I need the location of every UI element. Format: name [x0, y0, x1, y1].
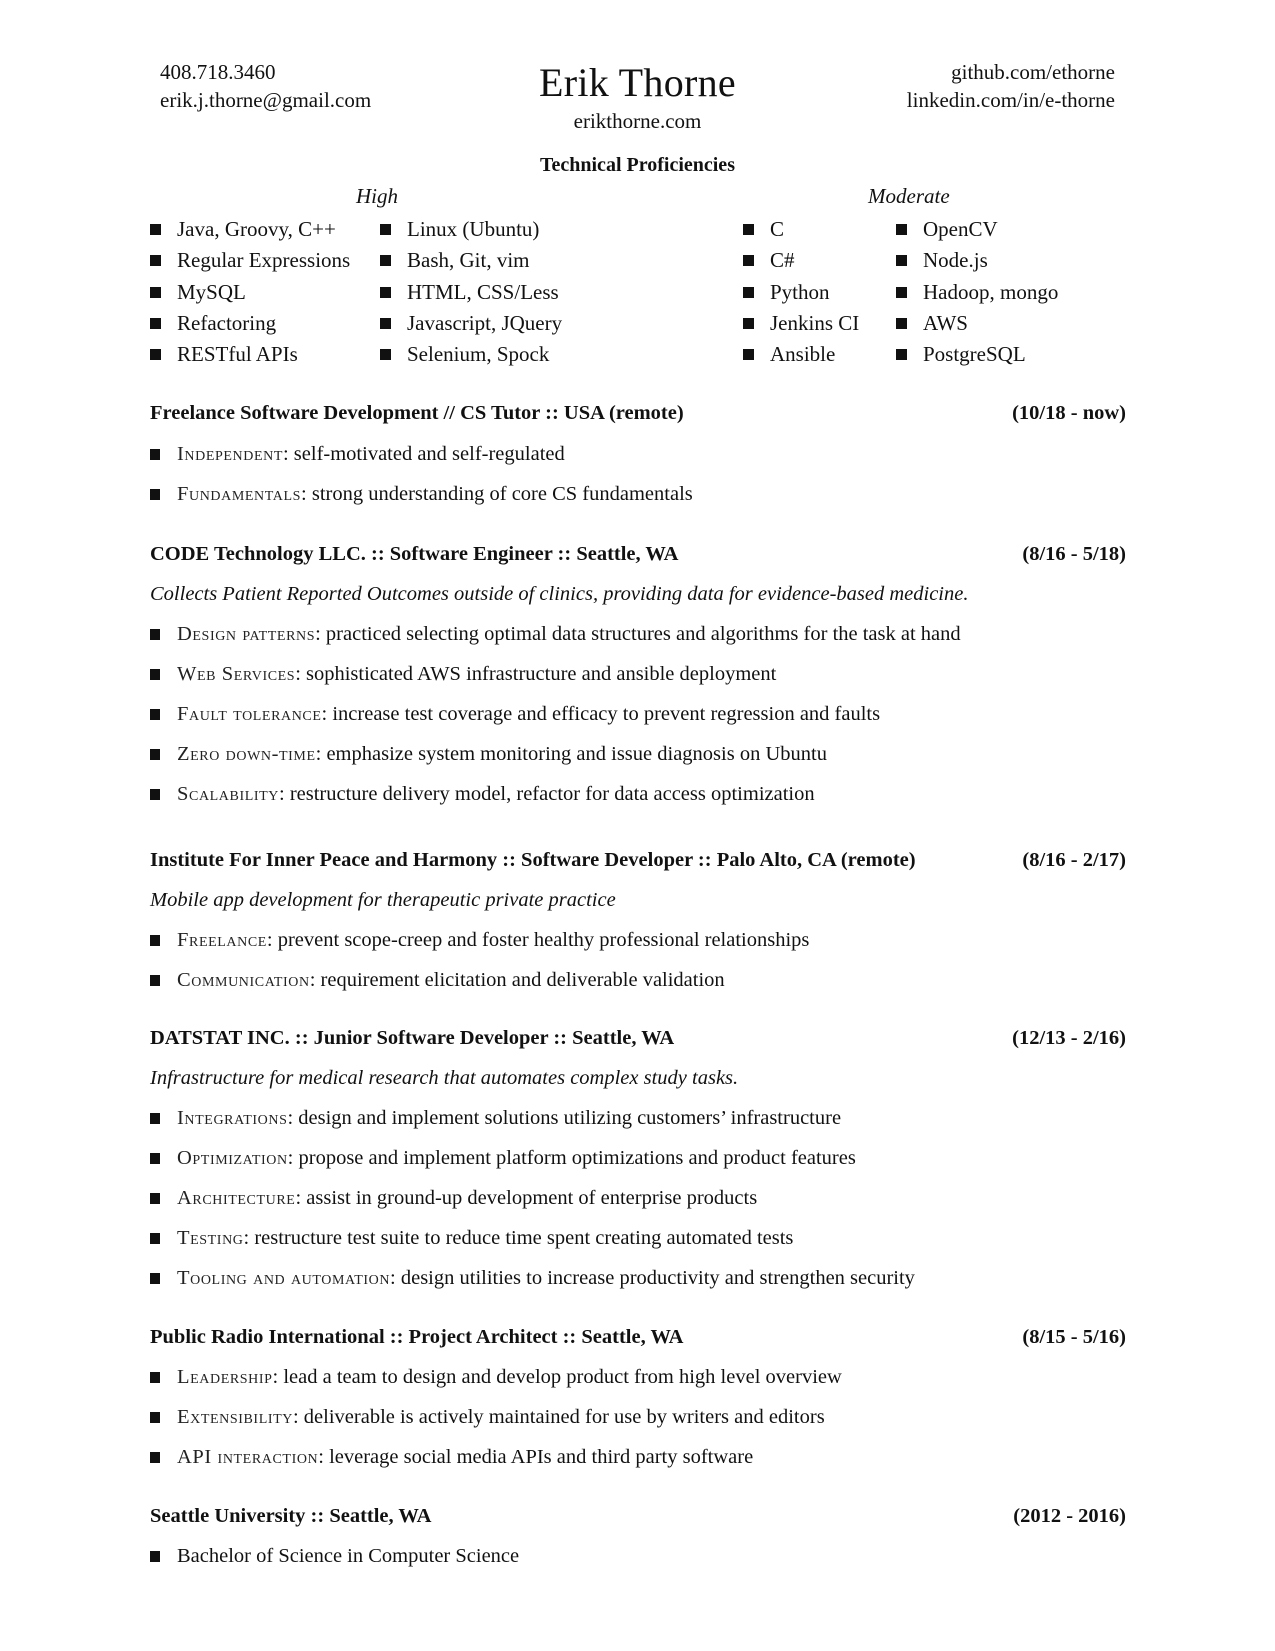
- job-bullet: [150, 1184, 1126, 1212]
- bullet-square-icon: [896, 318, 907, 329]
- skill-item: HTML, CSS/Less: [380, 277, 562, 308]
- experience-freelance: [150, 399, 1126, 508]
- bullet-square-icon: [380, 287, 391, 298]
- job-description: Infrastructure for medical research that automates complex study tasks.: [150, 1067, 739, 1089]
- bullet-keyword: Web Services: [177, 663, 296, 685]
- high-level-label: High: [356, 184, 398, 208]
- bullet-square-icon: [150, 975, 160, 986]
- bullet-keyword: API interaction: [177, 1446, 319, 1468]
- bullet-keyword: Architecture: [177, 1187, 296, 1209]
- contact-right: [907, 58, 1115, 114]
- bullet-square-icon: [896, 349, 907, 360]
- skill-item: C: [743, 214, 859, 245]
- job-header: [150, 1323, 1126, 1351]
- education-dates: (2012 - 2016): [1013, 1505, 1126, 1527]
- bullet-keyword: Fundamentals: [177, 483, 302, 505]
- moderate-level-label: Moderate: [868, 184, 950, 208]
- moderate-skills-col1: [743, 214, 859, 370]
- job-bullet: [150, 926, 1126, 954]
- bullet-keyword: Freelance: [177, 929, 267, 951]
- job-bullet: [150, 1403, 1126, 1431]
- job-dates: (8/16 - 5/18): [1022, 543, 1126, 565]
- job-header: [150, 540, 1126, 568]
- bullet-keyword: Design patterns: [177, 623, 316, 645]
- bullet-keyword: Scalability: [177, 783, 279, 805]
- candidate-name: Erik Thorne: [539, 60, 736, 105]
- education-section: [150, 1502, 1126, 1570]
- job-bullet: [150, 660, 1126, 688]
- job-bullet: [150, 1264, 1126, 1292]
- job-dates: (12/13 - 2/16): [1012, 1027, 1126, 1049]
- bullet-square-icon: [743, 349, 754, 360]
- bullet-text: : restructure test suite to reduce time spent creating automated tests: [243, 1227, 794, 1249]
- skill-item: Ansible: [743, 339, 859, 370]
- bullet-square-icon: [150, 1452, 160, 1463]
- job-bullet: [150, 740, 1126, 768]
- bullet-square-icon: [150, 287, 161, 298]
- job-title: Freelance Software Development // CS Tutor :: USA (remote): [150, 402, 684, 424]
- linkedin-link: linkedin.com/in/e-thorne: [906, 88, 1115, 112]
- degree-text: Bachelor of Science in Computer Science: [177, 1545, 520, 1567]
- experience-institute: [150, 846, 1126, 994]
- bullet-square-icon: [150, 629, 160, 640]
- bullet-keyword: Optimization: [177, 1147, 288, 1169]
- job-bullet: [150, 480, 1126, 508]
- bullet-keyword: Fault tolerance: [177, 703, 322, 725]
- skill-item: Bash, Git, vim: [380, 245, 562, 276]
- skill-item: PostgreSQL: [896, 339, 1058, 370]
- job-title: Public Radio International :: Project Architect :: Seattle, WA: [150, 1326, 684, 1348]
- bullet-square-icon: [896, 287, 907, 298]
- bullet-square-icon: [150, 224, 161, 235]
- school-name: Seattle University :: Seattle, WA: [150, 1505, 432, 1527]
- education-header: [150, 1502, 1126, 1530]
- bullet-square-icon: [896, 255, 907, 266]
- degree-bullet: [150, 1542, 1126, 1570]
- job-bullet: [150, 1363, 1126, 1391]
- skill-item: Refactoring: [150, 308, 350, 339]
- github-link: github.com/ethorne: [951, 60, 1115, 84]
- bullet-keyword: Independent: [177, 443, 283, 465]
- skill-item: Regular Expressions: [150, 245, 350, 276]
- bullet-text: : propose and implement platform optimizations and product features: [287, 1147, 856, 1169]
- skill-item: Node.js: [896, 245, 1058, 276]
- bullet-square-icon: [150, 935, 160, 946]
- bullet-text: : deliverable is actively maintained for use by writers and editors: [292, 1406, 825, 1428]
- bullet-square-icon: [150, 449, 160, 460]
- bullet-keyword: Zero down-time: [177, 743, 316, 765]
- job-header: [150, 1024, 1126, 1052]
- bullet-text: : lead a team to design and develop product from high level overview: [272, 1366, 842, 1388]
- bullet-square-icon: [150, 255, 161, 266]
- bullet-square-icon: [743, 287, 754, 298]
- experience-public-radio: [150, 1323, 1126, 1471]
- bullet-keyword: Tooling and automation: [177, 1267, 391, 1289]
- job-description: Collects Patient Reported Outcomes outside of clinics, providing data for evidence-based medicine.: [150, 583, 969, 605]
- skill-item: Linux (Ubuntu): [380, 214, 562, 245]
- bullet-text: : practiced selecting optimal data structures and algorithms for the task at hand: [315, 623, 961, 645]
- job-dates: (8/15 - 5/16): [1022, 1326, 1126, 1348]
- experience-datstat: [150, 1024, 1126, 1292]
- bullet-square-icon: [150, 789, 160, 800]
- bullet-text: : prevent scope-creep and foster healthy professional relationships: [266, 929, 810, 951]
- bullet-text: : leverage social media APIs and third party software: [318, 1446, 754, 1468]
- bullet-keyword: Leadership: [177, 1366, 273, 1388]
- bullet-keyword: Extensibility: [177, 1406, 293, 1428]
- bullet-square-icon: [150, 749, 160, 760]
- bullet-square-icon: [743, 255, 754, 266]
- bullet-text: : emphasize system monitoring and issue diagnosis on Ubuntu: [315, 743, 827, 765]
- bullet-square-icon: [150, 1551, 160, 1562]
- skill-item: Hadoop, mongo: [896, 277, 1058, 308]
- bullet-square-icon: [380, 224, 391, 235]
- bullet-text: : design utilities to increase productivity and strengthen security: [390, 1267, 915, 1289]
- job-bullet: [150, 1144, 1126, 1172]
- bullet-square-icon: [150, 318, 161, 329]
- job-dates: (10/18 - now): [1012, 402, 1126, 424]
- experience-code-technology: [150, 540, 1126, 808]
- bullet-square-icon: [150, 1273, 160, 1284]
- job-bullet: [150, 620, 1126, 648]
- job-bullet: [150, 1104, 1126, 1132]
- job-header: [150, 399, 1126, 427]
- bullet-text: : assist in ground-up development of enterprise products: [295, 1187, 758, 1209]
- personal-website: erikthorne.com: [573, 109, 702, 133]
- bullet-square-icon: [150, 1233, 160, 1244]
- job-bullet: [150, 700, 1126, 728]
- bullet-square-icon: [150, 709, 160, 720]
- bullet-square-icon: [380, 255, 391, 266]
- bullet-square-icon: [150, 1153, 160, 1164]
- job-description: Mobile app development for therapeutic private practice: [150, 889, 616, 911]
- moderate-skills-col2: [896, 214, 1058, 370]
- bullet-square-icon: [150, 1113, 160, 1124]
- bullet-square-icon: [743, 224, 754, 235]
- bullet-square-icon: [150, 489, 160, 500]
- bullet-square-icon: [380, 349, 391, 360]
- job-bullet: [150, 966, 1126, 994]
- bullet-text: : design and implement solutions utilizing customers’ infrastructure: [287, 1107, 842, 1129]
- skill-item: Javascript, JQuery: [380, 308, 562, 339]
- phone-number: 408.718.3460: [160, 60, 276, 84]
- job-bullet: [150, 1224, 1126, 1252]
- bullet-text: : strong understanding of core CS fundamentals: [301, 483, 693, 505]
- skill-item: C#: [743, 245, 859, 276]
- skill-item: OpenCV: [896, 214, 1058, 245]
- bullet-text: : self-motivated and self-regulated: [282, 443, 565, 465]
- proficiencies-heading: Technical Proficiencies: [540, 154, 735, 176]
- bullet-square-icon: [743, 318, 754, 329]
- job-bullet: [150, 440, 1126, 468]
- bullet-square-icon: [896, 224, 907, 235]
- job-bullet: [150, 1443, 1126, 1471]
- bullet-text: : sophisticated AWS infrastructure and ansible deployment: [295, 663, 777, 685]
- bullet-text: : increase test coverage and efficacy to prevent regression and faults: [321, 703, 881, 725]
- bullet-square-icon: [380, 318, 391, 329]
- skill-item: Selenium, Spock: [380, 339, 562, 370]
- skill-item: Jenkins CI: [743, 308, 859, 339]
- bullet-text: : restructure delivery model, refactor for data access optimization: [279, 783, 815, 805]
- email-address: erik.j.thorne@gmail.com: [160, 88, 372, 112]
- high-skills-col2: [380, 214, 562, 370]
- bullet-square-icon: [150, 1412, 160, 1423]
- bullet-square-icon: [150, 1193, 160, 1204]
- bullet-keyword: Testing: [177, 1227, 244, 1249]
- skill-item: AWS: [896, 308, 1058, 339]
- skill-item: MySQL: [150, 277, 350, 308]
- job-title: DATSTAT INC. :: Junior Software Developer :: Seattle, WA: [150, 1027, 675, 1049]
- bullet-text: : requirement elicitation and deliverable validation: [309, 969, 725, 991]
- job-header: [150, 846, 1126, 874]
- job-dates: (8/16 - 2/17): [1022, 849, 1126, 871]
- bullet-square-icon: [150, 669, 160, 680]
- bullet-square-icon: [150, 1372, 160, 1383]
- skill-item: Python: [743, 277, 859, 308]
- bullet-square-icon: [150, 349, 161, 360]
- high-skills-col1: [150, 214, 350, 370]
- skill-item: Java, Groovy, C++: [150, 214, 350, 245]
- bullet-keyword: Integrations: [177, 1107, 288, 1129]
- skill-item: RESTful APIs: [150, 339, 350, 370]
- job-title: Institute For Inner Peace and Harmony :: Software Developer :: Palo Alto, CA (remote): [150, 849, 916, 871]
- bullet-keyword: Communication: [177, 969, 310, 991]
- job-bullet: [150, 780, 1126, 808]
- job-title: CODE Technology LLC. :: Software Engineer :: Seattle, WA: [150, 543, 679, 565]
